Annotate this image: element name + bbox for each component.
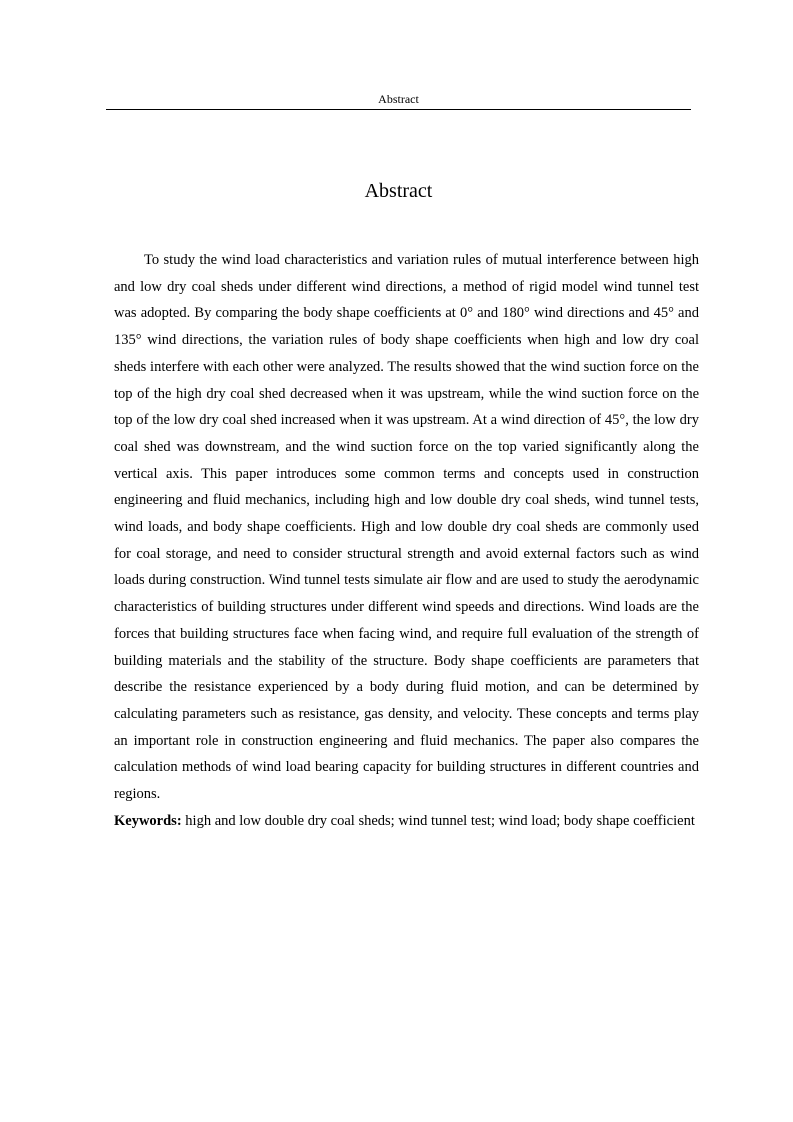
- header-divider: [106, 109, 691, 110]
- keywords-line: [114, 808, 699, 835]
- page-title: Abstract: [364, 180, 433, 202]
- running-header: Abstract: [378, 92, 419, 106]
- abstract-body: [114, 247, 699, 834]
- keywords-text: high and low double dry coal sheds; wind tunnel test; wind load; body shape coefficient: [181, 812, 695, 829]
- abstract-paragraph: To study the wind load characteristics and variation rules of mutual interference between high and low dry coal sheds under different wind directions, a method of rigid model wind tunnel test was adopted. By comparing the body shape coefficients at 0° and 180° wind directions and 45° and 135° wind directions, the variation rules of body shape coefficients when high and low dry coal sheds interfere with each other were analyzed. The results showed that the wind suction force on the top of the high dry coal shed decreased when it was upstream, while the wind suction force on the top of the low dry coal shed increased when it was upstream. At a wind direction of 45°, the low dry coal shed was downstream, and the wind suction force on the top varied significantly along the vertical axis. This paper introduces some common terms and concepts used in construction engineering and fluid mechanics, including high and low double dry coal sheds, wind tunnel tests, wind loads, and body shape coefficients. High and low double dry coal sheds are commonly used for coal storage, and need to consider structural strength and avoid external factors such as wind loads during construction. Wind tunnel tests simulate air flow and are used to study the aerodynamic characteristics of building structures under different wind speeds and directions. Wind loads are the forces that building structures face when facing wind, and require full evaluation of the strength of building materials and the stability of the structure. Body shape coefficients are parameters that describe the resistance experienced by a body during fluid motion, and can be determined by calculating parameters such as resistance, gas density, and velocity. These concepts and terms play an important role in construction engineering and fluid mechanics. The paper also compares the calculation methods of wind load bearing capacity for building structures in different countries and regions.: [114, 252, 699, 803]
- keywords-label: Keywords:: [114, 812, 182, 829]
